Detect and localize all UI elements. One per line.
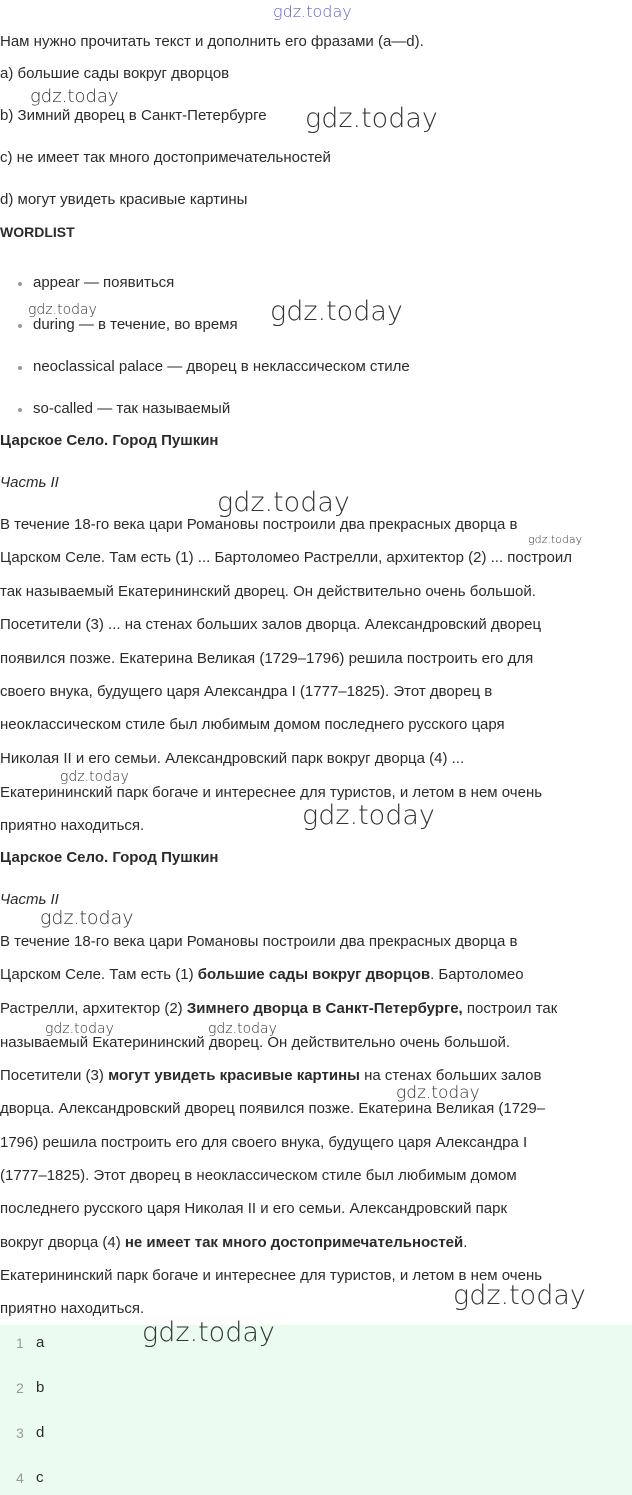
text-line: своего внука, будущего царя Александра I (1777–1825). Этот дворец в [0,683,493,700]
watermark: gdz.today [453,1280,586,1311]
text-span: Царском Селе. Там есть (1) [0,966,198,983]
text-line: 1796) решила построить его для своего внука, будущего царя Александра I [0,1134,528,1151]
text-span: вокруг дворца (4) [0,1234,125,1251]
wordlist-item: during — в течение, во время [33,316,238,333]
section-part: Часть II [0,474,59,491]
answer-number: 1 [16,1335,24,1351]
watermark: gdz.today [270,296,403,327]
answers-panel [0,1325,632,1495]
text-line: неоклассическом стиле был любимым домом последнего русского царя [0,716,505,733]
watermark: gdz.today [305,103,438,134]
section-part-2: Часть II [0,891,59,908]
section-title-2: Царское Село. Город Пушкин [0,849,219,866]
text-line [0,1067,541,1084]
text-span: Посетители (3) [0,1067,109,1084]
bullet-icon [18,282,22,286]
bullet-icon [18,324,22,328]
wordlist-item: neoclassical palace — дворец в неклассическом стиле [33,358,410,375]
watermark: gdz.today [217,487,350,518]
text-line: приятно находиться. [0,817,145,834]
answer-value: c [36,1469,44,1486]
text-line: дворца. Александровский дворец появился позже. Екатерина Великая (1729– [0,1100,546,1117]
text-line: Посетители (3) ... на стенах больших залов дворца. Александровский дворец [0,616,542,633]
text-line [0,1000,557,1017]
section-title: Царское Село. Город Пушкин [0,432,219,449]
text-line: называемый Екатерининский дворец. Он действительно очень большой. [0,1034,511,1051]
watermark: gdz.today [30,86,119,107]
text-line: последнего русского царя Николая II и его семьи. Александровский парк [0,1200,508,1217]
text-line: Екатерининский парк богаче и интереснее для туристов, и летом в нем очень [0,784,543,801]
text-line: приятно находиться. [0,1300,145,1317]
text-line: Екатерининский парк богаче и интереснее для туристов, и летом в нем очень [0,1267,543,1284]
answer-number: 4 [16,1470,24,1486]
wordlist-item: appear — появиться [33,274,175,291]
watermark: gdz.today [45,1021,114,1037]
watermark: gdz.today [302,800,435,831]
text-line [0,1234,467,1251]
text-span: Растрелли, архитектор (2) [0,1000,187,1017]
watermark: gdz.today [142,1317,275,1348]
watermark: gdz.today [396,1083,480,1103]
option-a: a) большие сады вокруг дворцов [0,65,230,82]
watermark: gdz.today [40,907,134,929]
text-line: Царском Селе. Там есть (1) ... Бартоломео Растрелли, архитектор (2) ... построил [0,549,572,566]
option-c: c) не имеет так много достопримечательностей [0,149,331,166]
watermark: gdz.today [60,769,129,785]
text-line: В течение 18-го века цари Романовы построили два прекрасных дворца в [0,516,518,533]
bullet-icon [18,408,22,412]
answer-number: 3 [16,1425,24,1441]
watermark-logo: gdz.today [273,2,352,21]
text-span: построил так [462,1000,558,1017]
bullet-icon [18,366,22,370]
answer-4-text: не имеет так много достопримечательностей [124,1234,464,1251]
text-line: В течение 18-го века цари Романовы построили два прекрасных дворца в [0,933,518,950]
answer-value: d [36,1424,45,1441]
answer-number: 2 [16,1380,24,1396]
text-span: на стенах больших залов [359,1067,542,1084]
text-line [0,966,524,983]
answer-1-text: большие сады вокруг дворцов [197,966,431,983]
intro-text: Нам нужно прочитать текст и дополнить его фразами (a—d). [0,33,424,50]
text-line: (1777–1825). Этот дворец в неоклассическом стиле был любимым домом [0,1167,517,1184]
text-span: . [463,1234,468,1251]
text-line: появился позже. Екатерина Великая (1729–1796) решила построить его для [0,650,534,667]
answer-value: a [36,1334,45,1351]
watermark: gdz.today [208,1021,277,1037]
answer-value: b [36,1379,45,1396]
text-line: Николая II и его семьи. Александровский парк вокруг дворца (4) ... [0,750,465,767]
wordlist-item: so-called — так называемый [33,400,231,417]
answer-3-text: могут увидеть красивые картины [108,1067,360,1084]
answer-2-text: Зимнего дворца в Санкт-Петербурге, [186,1000,463,1017]
option-d: d) могут увидеть красивые картины [0,191,248,208]
text-span: . Бартоломео [430,966,524,983]
watermark: gdz.today [28,302,97,318]
option-b: b) Зимний дворец в Санкт-Петербурге [0,107,267,124]
text-line: так называемый Екатерининский дворец. Он действительно очень большой. [0,583,536,600]
wordlist-title: WORDLIST [0,224,75,240]
watermark: gdz.today [528,533,583,546]
